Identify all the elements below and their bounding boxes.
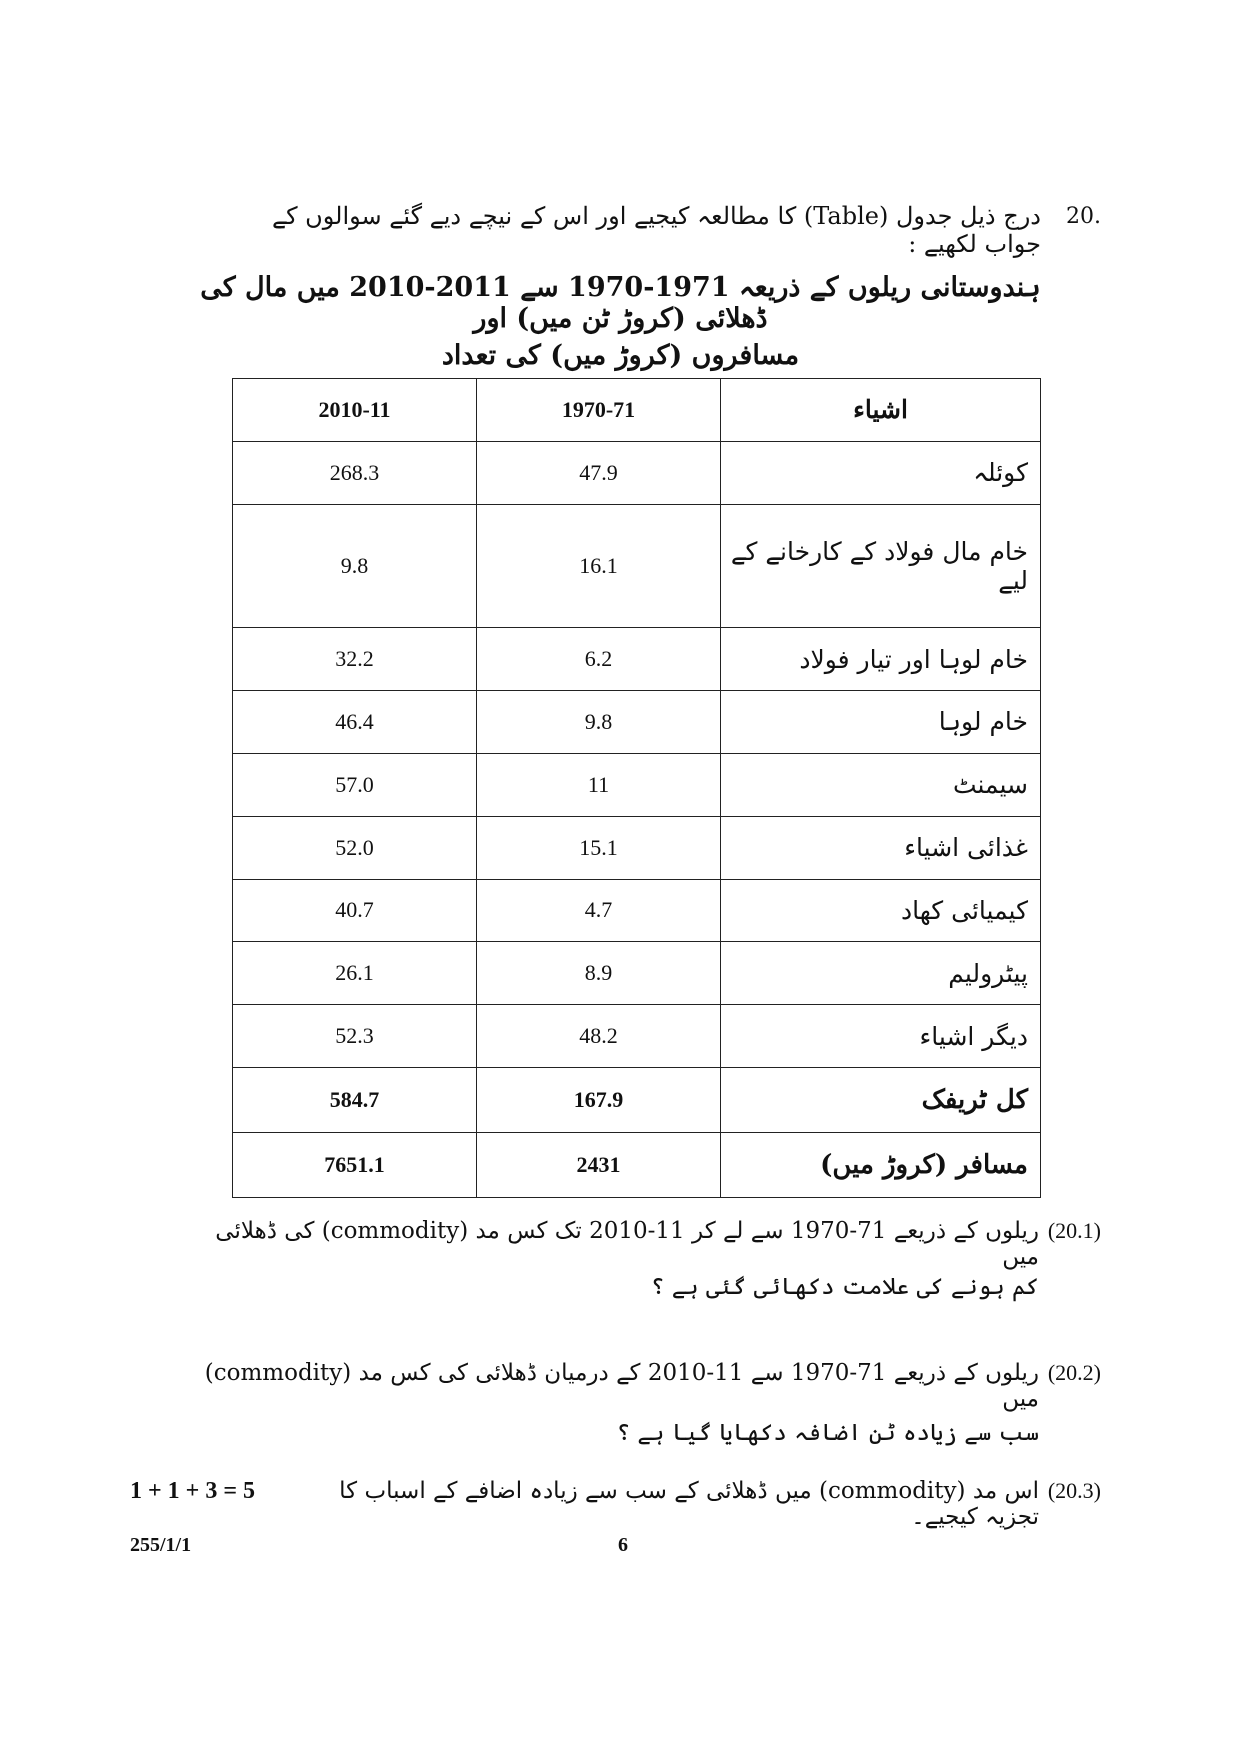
cell-1970: 16.1 — [477, 504, 721, 628]
total-1970: 167.9 — [477, 1068, 721, 1133]
cell-commodity: کوئلہ — [721, 441, 1041, 504]
subquestion-number: (20.1) — [1047, 1218, 1101, 1243]
paper-code: 255/1/1 — [130, 1534, 192, 1556]
cell-1970: 47.9 — [477, 441, 721, 504]
subquestion-number: (20.3) — [1047, 1478, 1101, 1503]
cell-commodity: دیگر اشیاء — [721, 1005, 1041, 1068]
cell-1970: 6.2 — [477, 628, 721, 691]
cell-2010: 26.1 — [233, 942, 477, 1005]
data-table — [232, 378, 1041, 1198]
subquestion-20-3 — [320, 1478, 1101, 1530]
subquestion-text-line2: سب سے زیادہ ٹن اضافہ دکھایا گیا ہے ؟ — [616, 1420, 1039, 1446]
question-instruction: درج ذیل جدول (Table) کا مطالعہ کیجیے اور اس کے نیچے دیے گئے سوالوں کے جواب لکھیے : — [272, 202, 1041, 258]
table-row — [233, 753, 1041, 816]
table-row — [233, 441, 1041, 504]
table-row — [233, 942, 1041, 1005]
subquestion-text-line1: ریلوں کے ذریعے 71-1970 سے 11-2010 کے درمیان ڈھلائی کی کس مد (commodity) میں — [204, 1360, 1039, 1412]
question-heading — [230, 200, 1101, 258]
cell-2010: 52.3 — [233, 1005, 477, 1068]
cell-2010: 46.4 — [233, 691, 477, 754]
cell-commodity: خام لوہا — [721, 691, 1041, 754]
cell-1970: 48.2 — [477, 1005, 721, 1068]
header-commodity: اشیاء — [721, 379, 1041, 442]
cell-2010: 268.3 — [233, 441, 477, 504]
subquestion-number: (20.2) — [1047, 1360, 1101, 1385]
marks-allocation: 1 + 1 + 3 = 5 — [130, 1478, 256, 1504]
header-1970: 1970-71 — [477, 379, 721, 442]
subquestion-20-2 — [200, 1360, 1101, 1460]
cell-2010: 52.0 — [233, 816, 477, 879]
table-row — [233, 691, 1041, 754]
cell-1970: 4.7 — [477, 879, 721, 942]
subquestion-text-line1: اس مد (commodity) میں ڈھلائی کے سب سے زیادہ اضافے کے اسباب کا تجزیہ کیجیے۔ — [339, 1478, 1039, 1530]
cell-commodity: خام لوہا اور تیار فولاد — [721, 628, 1041, 691]
passengers-label: مسافر (کروڑ میں) — [721, 1132, 1041, 1197]
question-number: 20. — [1066, 204, 1101, 229]
cell-2010: 40.7 — [233, 879, 477, 942]
page-number: 6 — [618, 1534, 628, 1556]
table-title-line1: ہندوستانی ریلوں کے ذریعہ 1971-1970 سے 2011-2010 میں مال کی ڈھلائی (کروڑ ٹن میں) اور — [200, 272, 1041, 334]
cell-1970: 11 — [477, 753, 721, 816]
subquestion-20-1 — [200, 1218, 1101, 1318]
table-passengers-row — [233, 1132, 1041, 1197]
table-total-row — [233, 1068, 1041, 1133]
cell-commodity: خام مال فولاد کے کارخانے کے لیے — [721, 504, 1041, 628]
table-header-row — [233, 379, 1041, 442]
cell-commodity: کیمیائی کھاد — [721, 879, 1041, 942]
table-title-line2: مسافروں (کروڑ میں) کی تعداد — [441, 340, 800, 371]
cell-1970: 8.9 — [477, 942, 721, 1005]
passengers-1970: 2431 — [477, 1132, 721, 1197]
cell-commodity: سیمنٹ — [721, 753, 1041, 816]
header-2010: 2010-11 — [233, 379, 477, 442]
cell-1970: 9.8 — [477, 691, 721, 754]
passengers-2010: 7651.1 — [233, 1132, 477, 1197]
subquestion-text-line2: کم ہونے کی علامت دکھائی گئی ہے ؟ — [650, 1274, 1039, 1300]
table-row — [233, 816, 1041, 879]
total-label: کل ٹریفک — [721, 1068, 1041, 1133]
subquestion-text-line1: ریلوں کے ذریعے 71-1970 سے لے کر 11-2010 تک کس مد (commodity) کی ڈھلائی میں — [215, 1218, 1039, 1270]
cell-2010: 9.8 — [233, 504, 477, 628]
cell-commodity: غذائی اشیاء — [721, 816, 1041, 879]
cell-2010: 57.0 — [233, 753, 477, 816]
cell-2010: 32.2 — [233, 628, 477, 691]
table-row — [233, 879, 1041, 942]
table-row — [233, 504, 1041, 628]
total-2010: 584.7 — [233, 1068, 477, 1133]
table-row — [233, 628, 1041, 691]
table-row — [233, 1005, 1041, 1068]
cell-1970: 15.1 — [477, 816, 721, 879]
cell-commodity: پیٹرولیم — [721, 942, 1041, 1005]
